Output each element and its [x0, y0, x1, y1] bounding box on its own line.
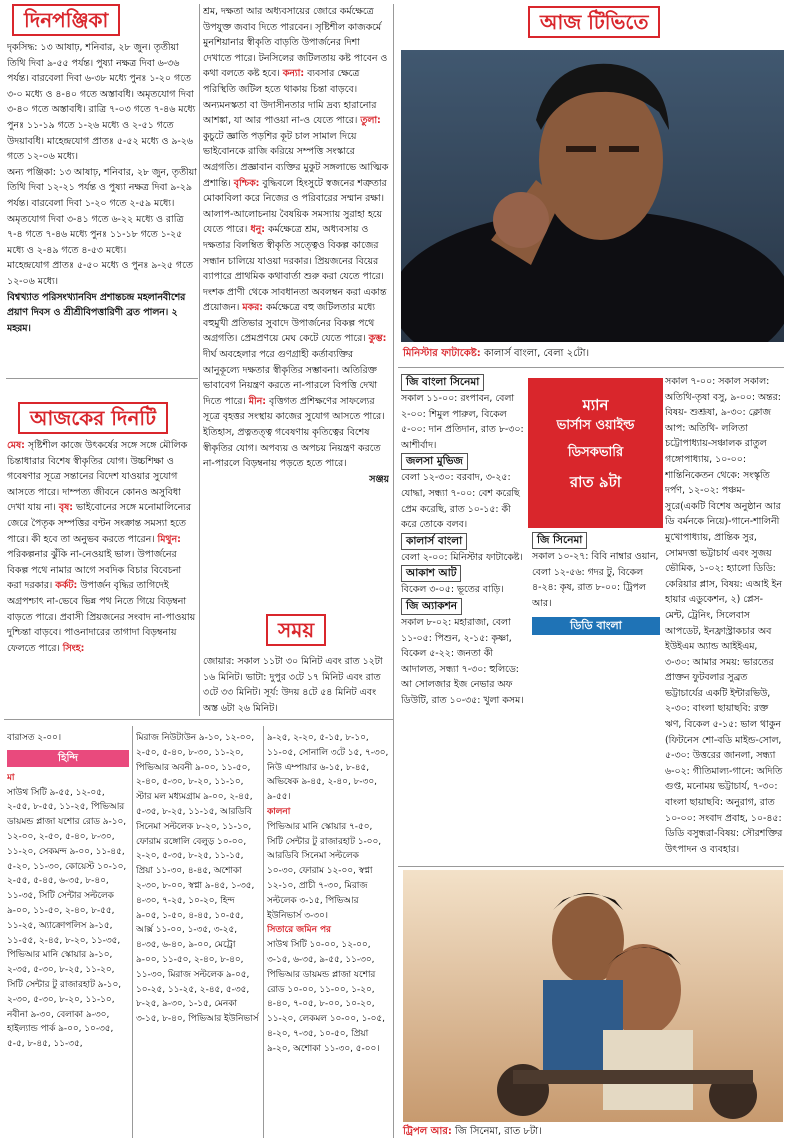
samay-title: সময়	[266, 614, 326, 646]
panjika-body	[7, 40, 197, 372]
channel-zee-action: জি অ্যাকশন	[401, 598, 462, 615]
rashi-label-brishchik: বৃশ্চিক:	[233, 177, 260, 189]
photo2-caption-label: ট্রিপল আর:	[403, 1126, 452, 1137]
rashi-karkat: উপার্জন বৃদ্ধির তাগিদেই অগ্রপশ্চাৎ না-ভেবে ভিন্ন পথ নিতে গিয়ে বিড়ম্বনা বাড়তে পারে। প্রবাসী প্রিয়জনের সংবাদ না-পাওয়ায় দুশ্চিন্তা বাড়বে। পাওনাদারের তাগাদা বিড়ম্বনায় ফেলতে পারে।	[7, 580, 196, 654]
rashi-tula: কুচুটে জ্ঞাতি পড়শির কূট চাল সামাল দিয়ে ভাইবোনকে রাজি করিয়ে সম্পত্তি সংস্কারে অগ্রগতি। প্রজ্ঞাবান ব্যক্তির মুকুট সঙ্গলাভে আত্মিক প্রশান্তি।	[203, 130, 389, 189]
tv-title: আজ টিভিতে	[528, 6, 660, 38]
rashifal-left	[7, 438, 197, 714]
channel-zee-cinema: জি সিনেমা	[532, 532, 587, 549]
cinema-listing-3b: পিভিআর মানি স্কোয়ার ৭-৫০, সিটি সেন্টার টু রাজারহাট ১-০০, আরডিবি সিনেমা সল্টলেক ১০-৩০, ফোরাম ১২-০০, স্বপ্না ১২-১০, প্রাচী ৭-৩০, মিরাজ সল্টলেক ৩-১৫, পিভিআর ইউনিভার্স ৩-৩০।	[267, 821, 382, 921]
rashi-label-mithun: মিথুন:	[157, 533, 181, 545]
schedule-akash-aath: বিকেল ৩-০৫: ভূতের বাড়ি।	[401, 584, 504, 596]
rashi-label-kumbha: কুম্ভ:	[368, 333, 387, 345]
photo1-caption	[403, 347, 783, 361]
divider	[4, 719, 393, 720]
rashi-mithun: পরিকল্পনার ঝুঁকি না-নেওয়াই ভাল। উপার্জনের বিকল্প পথে নামার আগে সবদিক বিচার বিবেচনা করা দরকার।	[7, 549, 182, 592]
rrr-photo-image	[403, 870, 783, 1122]
channel-jalsha-movies: জলসা মুভিজ	[401, 453, 468, 470]
rashi-makar: কর্মক্ষেত্রে বহু জটিলতার মধ্যে বহুমুখী প্রতিভার সুবাদে উপার্জনের বিকল্প পথে অগ্রগতি। প্রেমপ্রণয়ে মেঘ কেটে যেতে পারে।	[203, 302, 375, 345]
schedule-zee-action: সকাল ৮-০২: মহারাজা, বেলা ১১-০৫: পিশুন, ২-১৫: কৃষ্ণা, বিকেল ৫-২২: জনতা কী আদালত, সন্ধ্যা ৭-৩০: হুলিডে: আ সোলজার ইজ নেভার অফ ডিউটি, রাত ১০-৩৫: খুলা কসম।	[401, 616, 524, 706]
samay-text: জোয়ার: সকাল ১১টা ৩০ মিনিট এবং রাত ১২টা ১৬ মিনিট। ভাটা: দুপুর ৩টে ১৭ মিনিট এবং রাত ৩টে ৩৩ মিনিট। সূর্য: উদয় ৪টে ৫৪ মিনিট এবং অস্ত ৬টা ২৬ মিনিট।	[203, 656, 383, 714]
tv-col-a	[401, 374, 525, 844]
photo1-caption-text: কালার্স বাংলা, বেলা ২টো।	[480, 348, 590, 359]
rashi-kanya: ব্যবসার ক্ষেত্রে পরিস্থিতি জটিল হতে থাকায় চিন্তা বাড়বে। অন্যমনস্কতা বা উদাসীনতার দামি দ্রব্য হারানোর আশঙ্কা, যা আর পাওয়া না-ও যেতে পারে।	[203, 68, 377, 127]
rashi-label-kanya: কন্যা:	[282, 68, 305, 80]
panjika-title: দিনপঞ্জিকা	[12, 4, 120, 36]
divider	[398, 866, 784, 867]
film-sitare: সিতারে জমিন পর	[267, 925, 331, 936]
mithun-photo	[401, 50, 784, 342]
film-kalna: কালনা	[267, 806, 291, 817]
panjika-text-2: অন্য পঞ্জিকা: ১৩ আষাঢ়, শনিবার, ২৮ জুন, তৃতীয়া তিথি দিবা ১২-২১ পর্যন্ত ও পুষ্যা নক্ষত্র দিবা ৯-২৯ পর্যন্ত। বারবেলা দিবা ১-২০ গতে ২-৫৯ মধ্যে। অমৃতযোগ দিবা ৩-৪১ গতে ৬-২২ মধ্যে ও রাত্রি ৭-৪ গতে ৭-৪৬ মধ্যে পুনঃ ১১-১৮ গতে ১-২৫ মধ্যে ও ২-৪৯ গতে ৪-৫৩ মধ্যে।	[7, 166, 197, 256]
promo-line-3: ডিসকভারি	[567, 445, 624, 460]
rashi-mesh: সৃষ্টিশীল কাজে উৎকর্ষের সঙ্গে সঙ্গে মৌলিক চিন্তাধারার বিশেষ স্বীকৃতির যোগ। উচ্চশিক্ষা ও গবেষণার সূত্রে সন্তানের বিদেশ যাওয়ার সুযোগ আসতে পারে। দাম্পত্য জীবনে কোনও অসুবিধা দেখা যায় না।	[7, 440, 188, 514]
channel-zee-bangla-cinema: জি বাংলা সিনেমা	[401, 374, 484, 391]
divider	[199, 4, 200, 716]
schedule-dd-bangla: সকাল ৭-০০: সকাল সকাল: অতিথি-তৃষা বসু, ৯-০০: অন্তর: বিষয়- শুশ্রূষা, ৯-৩০: ক্লোজ আপ: অতিথি- ললিতা চট্টোপাধ্যায়-সঞ্চালক রাতুল গঙ্গোপাধ্যায়, ১০-০০: শান্তিনিকেতন থেকে: সংস্কৃতি দর্পণ, ১২-০২: পঞ্চম-সুরে(একটি বিশেষ অনুষ্ঠান আর ডি বর্মনকে নিয়ে)-গানে-শালিনী মুখোপাধ্যায়, প্রান্তিক সুর, সোমদত্তা ভট্টাচার্য এবং সুজয় ভৌমিক, ১-০২: হ্যালো ডিডি: কেরিয়ার প্লাস, বিষয়: এআই ইন হায়ার এডুকেশন, ২) প্লেস- মেন্ট, ট্রেনিং, সিলেবাস আপডেট, ইনফ্রাস্ট্রাকচার অব ইউইএম অ্যান্ড আইইএম, ৩-৩০: আমার সময়: ভারতের প্রাক্তন ফুটবলার সুব্রত ভট্টাচার্যের একটি ইন্টারভিউ, ২-৩০: বাংলা ছায়াছবি: রক্ত ঋণ, বিকেল ৫-১৫: ভাল থাকুন (ফিটনেস শো-বডি মাইন্ড-সোল, ৫-৩০: উত্তরের জানলা, সন্ধ্যা ৬-০২: গীতিমাল্য-গানে: অদিতি গুপ্ত, মনোময় ভট্টাচার্য, ৭-৩০: বাংলা ছায়াছবি: অনুরাগ, রাত ১০-০০: সংবাদ প্রবাহ, ১০-৪৫: ডিডি বসুন্ধরা-বিষয়: সৌরশক্তির উৎপাদন ও ব্যবহার।	[665, 376, 783, 855]
photo1-caption-label: মিনিস্টার ফাটাকেষ্ট:	[403, 348, 481, 359]
tv-col-b	[532, 532, 660, 844]
rashifal-title: আজকের দিনটি	[18, 402, 168, 434]
rashi-label-meen: মীন:	[248, 395, 266, 407]
cinema-col-2	[136, 731, 260, 1139]
schedule-zee-bangla-cinema: সকাল ১১-০০: রংপাবন, বেলা ২-০০: শিমুল পারুল, বিকেল ৫-০০: দান প্রতিদান, রাত ৮-৩০: আশীর্বাদ।	[401, 393, 524, 451]
promo-line-1: ম্যান	[582, 396, 609, 414]
actor-photo-image	[401, 50, 784, 342]
promo-box	[528, 378, 663, 528]
rashi-label-brish: বৃষ:	[58, 502, 73, 514]
schedule-zee-cinema: সকাল ১০-২৭: বিবি নাম্বার ওয়ান, বেলা ১২-৫৬: গদর টু, বিকেল ৪-২৪: কৃষ, রাত ৮-০০: ট্রিপল আর।	[532, 551, 659, 609]
film-ma: মা	[7, 772, 15, 783]
rashi-brishchik: বুদ্ধিবলে হিংসুটে স্বজনের শত্রুতার মোকাবিলা করে নিজের ও পরিবারের সম্মান রক্ষা। আলাপ-আলোচনায় বৈষয়িক সমস্যায় সুরাহা হয়ে যেতে পারে।	[203, 177, 387, 236]
cinema-listing-1: সাউথ সিটি ৯-৫৫, ১২-০৫, ২-৫৫, ৮-৫৫, ১১-২৫, পিভিআর ডায়মন্ড প্লাজা যশোর রোড ৯-১০, ১২-০০, ২-৫০, ৫-৪০, ৮-৩০, ১১-২০, সেকমন্দ ৯-০০, ১১-৪৫, ৫-২০, ১১-৩০, কোয়েস্ট ১০-১০, ২-৫৫, ৫-৪৫, ৬-৩৫, ৮-৪০, ১১-৩৫, সিটি সেন্টার সল্টলেক ৯-০০, ১১-৫০, ২-৪০, ৮-৫৫, ১১-২৫, অ্যাক্রোপলিস ৯-১৫, ১১-৫৫, ২-৪৫, ৮-২০, ১১-৩৫, পিভিআর মানি স্কোয়ার ৯-১০, ২-৩৫, ৫-৩০, ৮-২৫, ১১-২০, সিটি সেন্টার টু রাজারহাট ৯-১০, ২-৩০, ৫-৩০, ৮-২০, ১১-১০, নবীনা ৯-৩০, বেলাকা ৯-৩০, হাইল্যান্ড পার্ক ৯-০০, ১০-৩৫, ৫-৫, ৮-৪৫, ১১-৩৫,	[7, 787, 127, 1050]
schedule-colors-bangla: বেলা ২-০০: মিনিস্টার ফাটাকেষ্ট।	[401, 551, 523, 563]
rrr-photo	[403, 870, 783, 1122]
divider	[398, 367, 784, 368]
section-hindi: হিন্দি	[7, 750, 129, 767]
cinema-listing-2: মিরাজ নিউটাউন ৯-১০, ১২-০০, ২-৫০, ৫-৪০, ৮-৩০, ১১-২০, পিভিআর অবনী ৯-০০, ১১-৫০, ২-৪০, ৫-৩০, ৮-২০, ১১-১০, স্টার মল মধ্যমগ্রাম ৯-০০, ২-৪৫, ৫-৩৫, ৮-২৫, ১১-১৫, আরডিবি সিনেমা সল্টলেক ৮-২০, ১১-১০, ফোরাম রঙ্গোলি বেলুড় ১০-০০, ২-২০, ৫-৩৫, ৮-২৫, ১১-১৫, প্রিয়া ১১-৩০, ৪-৪৫, অশোকা ২-৩০, ৮-০০, স্বপ্না ৯-৪৫, ১-৩৫, ৪-৩০, ৭-২৫, ১০-২০, হিন্দ ৯-০৫, ১-৫০, ৪-৪৫, ১০-৫৫, আর্ক্স ১১-০০, ১-৩৫, ৩-২৫, ৪-৩৫, ৬-৪০, ৯-০০, মেট্রো ৯-০০, ১১-৫০, ২-৪০, ৮-৪০, ১১-৩০, মিরাজ সল্টলেক ৯-০৫, ১০-২৫, ১১-২৫, ২-৪৫, ৫-৩৫, ৮-২৫, ৯-৩০, ১-১৫, মেনকা ৩-১৫, ৮-৪০, পিভিআর ইউনিভার্স	[136, 733, 259, 1025]
promo-line-2: ভার্সাস ওয়াইল্ড	[556, 418, 635, 433]
divider	[263, 726, 264, 1138]
rashi-label-tula: তুলা:	[360, 115, 381, 127]
rashi-label-makar: মকর:	[242, 302, 263, 314]
rashi-meen: বৃত্তিগত প্রশিক্ষণের সাফল্যের সূত্রে বৃহত্তর সংস্থায় কাজের সুযোগ আসতে পারে। ইতিহাস, প্রত্নতত্ত্ব গবেষণায় কৃতিত্বের বিশেষ স্বীকৃতির যোগ। অপব্যয় ও অপচয় নিয়ন্ত্রণ করতে না-পারলে বিড়ম্বনায় পড়তে হতে পারে।	[203, 395, 385, 470]
tv-col-c	[665, 374, 783, 864]
cinema-col-3	[267, 731, 389, 1139]
rashi-dhanu: কর্মক্ষেত্রে শ্রম, অধ্যবসায় ও দক্ষতার বিলম্বিত স্বীকৃতি সত্ত্বেও বিকল্প কাজের সন্ধান চালিয়ে যাওয়া দরকার। প্রিয়জনের বিয়ের ব্যাপারে প্রাথমিক কথাবার্তা শুরু করা যেতে পারে। দংশক প্রাণী থেকে সাবধানতা অবলম্বন করা একান্ত প্রয়োজন।	[203, 224, 387, 314]
divider	[6, 378, 198, 379]
rashi-kumbha: দীর্ঘ অবহেলার পরে গুণগ্রাহী কর্তাব্যক্তির আনুকূল্যে দক্ষতার স্বীকৃতির সম্ভাবনা। অতিরিক্ত ভাবাবেগ নিয়ন্ত্রণ করতে না-পারলে বিপত্তি দেখা দিতে পারে।	[203, 349, 378, 407]
rashi-label-karkat: কর্কট:	[55, 580, 78, 592]
rashi-singha: শ্রম, দক্ষতা আর অধ্যবসায়ের জোরে কর্মক্ষেত্রে উপযুক্ত জবাব দিতে পারবেন। সৃষ্টিশীল কাজকর্মে মুনশিয়ানার স্বীকৃতি বাড়তি উপার্জনের দিশা দেখাতে পারে। টনসিলের জটিলতায় কষ্ট পাবেন ও কথা বলতে কষ্ট হবে।	[203, 6, 388, 80]
promo-line-4: রাত ৯টা	[569, 473, 622, 491]
panjika-text: দৃকসিদ্ধ: ১৩ আষাঢ়, শনিবার, ২৮ জুন। তৃতীয়া তিথি দিবা ৯-৫৫ পর্যন্ত। পুষ্যা নক্ষত্র দিবা ৬-৩৬ পর্যন্ত। বারবেলা দিবা ৬-৩৮ মধ্যে পুনঃ ১-২০ গতে ৩-০ মধ্যে ও ৪-৪০ গতে অস্তাবধি। অমৃতযোগ দিবা ৩-৪০ গতে অস্তাবধি। রাত্রি ৭-০৩ গতে ৭-৪৬ মধ্যে পুনঃ ১১-১৯ গতে ১-২৬ মধ্যে ও ২-৫১ গতে উদয়াবধি। মাহেন্দ্রযোগ প্রাতঃ ৫-৫২ মধ্যে ও ৯-২৬ গতে ১২-০৬ মধ্যে।	[7, 42, 196, 163]
channel-akash-aath: আকাশ আট	[401, 565, 461, 582]
panjika-text-3: মাহেন্দ্রযোগ প্রাতঃ ৫-৫০ মধ্যে ও পুনঃ ৯-২৫ গতে ১২-০৬ মধ্যে।	[7, 260, 193, 287]
cinema-listing-3c: সাউথ সিটি ১০-০০, ১২-০০, ৩-১৫, ৬-৩৫, ৯-৫৫, ১১-৩০, পিভিআর ডায়মন্ড প্লাজা যশোর রোড ১০-০০, ১১-০০, ১-২০, ৪-৪০, ৭-০৫, ৮-০০, ১০-২০, ১১-২০, লেকমল ১০-০০, ১-০৫, ৪-২০, ৭-৩৫, ১০-৫০, প্রিয়া ৯-২০, অশোকা ১১-৩০, ৫-০০।	[267, 940, 385, 1054]
rashi-label-dhanu: ধনু:	[250, 224, 265, 236]
cinema-col-1	[7, 731, 129, 1139]
photo2-caption	[403, 1125, 783, 1139]
rashi-label-singha: সিংহ:	[62, 642, 85, 654]
channel-dd-bangla: ডিডি বাংলা	[532, 617, 660, 635]
rashifal-middle	[203, 4, 389, 624]
rashi-label-mesh: মেষ:	[7, 440, 25, 451]
cinema-listing-3: ৯-২৫, ২-২০, ৫-১৫, ৮-১০, ১১-০৫, সোনালি ৩টে ১৫, ৭-৩০, নিউ এম্পায়ার ৬-১৫, ৮-৪৫, অভিষেক ৯-৪৫, ২-৪০, ৮-৩০, ৯-৫৫।	[267, 733, 389, 803]
panjika-text-4: বিশ্বখ্যাত পরিসংখ্যানবিদ প্রশান্তচন্দ্র মহলানবীশের প্রয়াণ দিবস ও শ্রীশ্রীবিপত্তারিণী ব্রত পালন। ২ মহরম।	[7, 291, 186, 334]
schedule-jalsha-movies: বেলা ১২-৩০: বরবাদ, ৩-২৫: যোদ্ধা, সন্ধ্যা ৭-০০: বেশ করেছি প্রেম করেছি, রাত ১০-১৫: কী করে তোকে বলব।	[401, 472, 520, 531]
cinema-intro: বারাসত ২-০০।	[7, 733, 61, 743]
divider	[393, 4, 394, 1138]
divider	[132, 726, 133, 1138]
rashifal-author: সঞ্জয়	[369, 473, 389, 485]
channel-colors-bangla: কালার্স বাংলা	[401, 533, 467, 550]
photo2-caption-text: জি সিনেমা, রাত ৮টা।	[451, 1126, 542, 1137]
rashi-brish: ভাইবোনের সঙ্গে মনোমালিন্যের জেরে পৈতৃক সম্পত্তির বণ্টন সংক্রান্ত সমস্যা হতে পারে। কী হবে তা অনুভব করতে পারেন।	[7, 502, 192, 545]
